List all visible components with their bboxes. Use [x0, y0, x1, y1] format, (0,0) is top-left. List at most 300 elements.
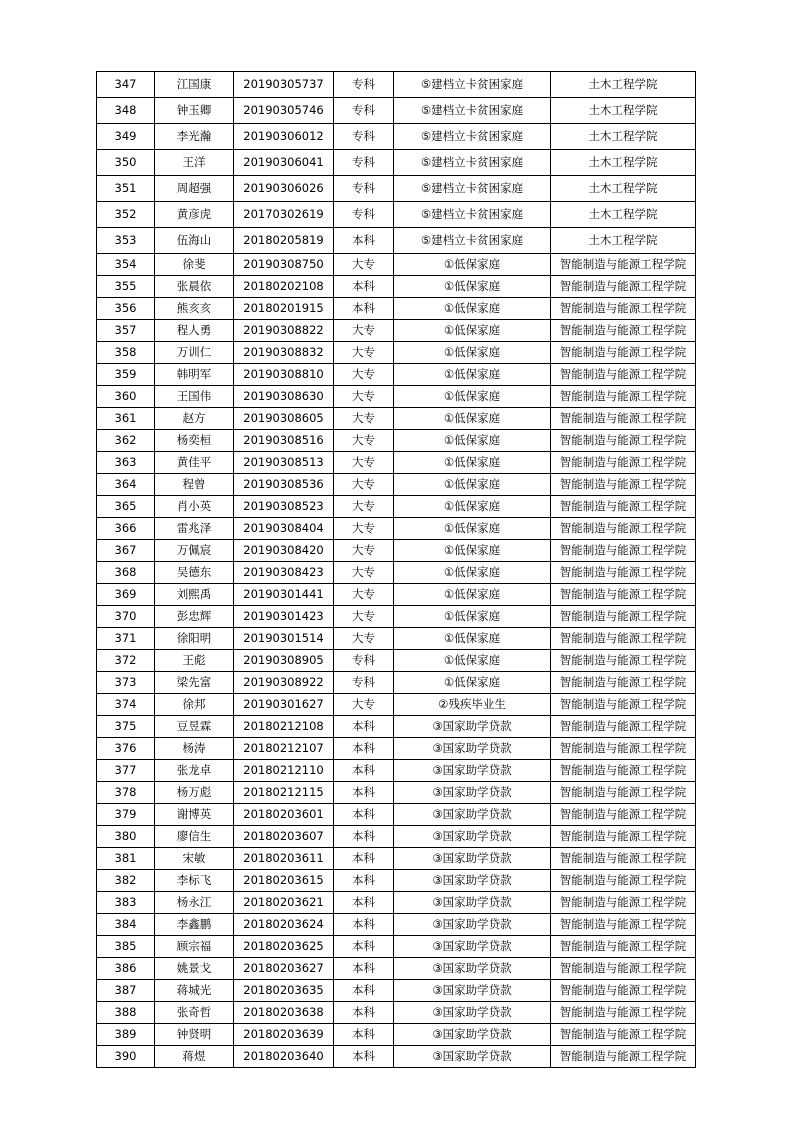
serial-number-cell: 362: [97, 430, 155, 452]
aid-category-cell: ①低保家庭: [394, 540, 551, 562]
student-name-cell: 韩明军: [155, 364, 234, 386]
student-id-cell: 20180212115: [234, 782, 334, 804]
serial-number-cell: 382: [97, 870, 155, 892]
education-level-cell: 本科: [334, 804, 394, 826]
serial-number-cell: 365: [97, 496, 155, 518]
table-row: [97, 848, 696, 870]
student-id-cell: 20180205819: [234, 228, 334, 254]
aid-category-cell: ③国家助学贷款: [394, 848, 551, 870]
student-id-cell: 20190308523: [234, 496, 334, 518]
aid-category-cell: ⑤建档立卡贫困家庭: [394, 150, 551, 176]
table-row: [97, 342, 696, 364]
serial-number-cell: 390: [97, 1046, 155, 1068]
student-id-cell: 20180203625: [234, 936, 334, 958]
education-level-cell: 大专: [334, 430, 394, 452]
student-id-cell: 20190301514: [234, 628, 334, 650]
table-row: [97, 298, 696, 320]
table-row: [97, 892, 696, 914]
serial-number-cell: 348: [97, 98, 155, 124]
college-cell: 智能制造与能源工程学院: [551, 738, 696, 760]
college-cell: 智能制造与能源工程学院: [551, 958, 696, 980]
table-row: [97, 202, 696, 228]
student-id-cell: 20190308905: [234, 650, 334, 672]
college-cell: 智能制造与能源工程学院: [551, 320, 696, 342]
college-cell: 智能制造与能源工程学院: [551, 298, 696, 320]
serial-number-cell: 356: [97, 298, 155, 320]
student-name-cell: 万佩宸: [155, 540, 234, 562]
student-id-cell: 20170302619: [234, 202, 334, 228]
education-level-cell: 大专: [334, 562, 394, 584]
serial-number-cell: 363: [97, 452, 155, 474]
college-cell: 智能制造与能源工程学院: [551, 276, 696, 298]
college-cell: 智能制造与能源工程学院: [551, 1046, 696, 1068]
student-id-cell: 20180202108: [234, 276, 334, 298]
student-name-cell: 姚景戈: [155, 958, 234, 980]
education-level-cell: 大专: [334, 342, 394, 364]
college-cell: 智能制造与能源工程学院: [551, 1024, 696, 1046]
student-name-cell: 杨奕桓: [155, 430, 234, 452]
aid-category-cell: ①低保家庭: [394, 364, 551, 386]
student-name-cell: 徐阳明: [155, 628, 234, 650]
table-body: [97, 72, 696, 1068]
education-level-cell: 本科: [334, 276, 394, 298]
aid-category-cell: ①低保家庭: [394, 474, 551, 496]
student-name-cell: 蒋城光: [155, 980, 234, 1002]
education-level-cell: 专科: [334, 176, 394, 202]
student-name-cell: 程人勇: [155, 320, 234, 342]
education-level-cell: 专科: [334, 650, 394, 672]
education-level-cell: 大专: [334, 496, 394, 518]
student-name-cell: 张龙卓: [155, 760, 234, 782]
student-name-cell: 张奇哲: [155, 1002, 234, 1024]
aid-category-cell: ②残疾毕业生: [394, 694, 551, 716]
table-row: [97, 584, 696, 606]
student-name-cell: 雷兆泽: [155, 518, 234, 540]
education-level-cell: 大专: [334, 694, 394, 716]
student-name-cell: 杨万彪: [155, 782, 234, 804]
table-row: [97, 980, 696, 1002]
student-id-cell: 20180203624: [234, 914, 334, 936]
aid-category-cell: ①低保家庭: [394, 298, 551, 320]
education-level-cell: 大专: [334, 254, 394, 276]
education-level-cell: 本科: [334, 958, 394, 980]
table-row: [97, 254, 696, 276]
education-level-cell: 本科: [334, 1046, 394, 1068]
serial-number-cell: 368: [97, 562, 155, 584]
aid-category-cell: ③国家助学贷款: [394, 760, 551, 782]
student-name-cell: 李光瀚: [155, 124, 234, 150]
student-name-cell: 杨涛: [155, 738, 234, 760]
table-row: [97, 72, 696, 98]
serial-number-cell: 386: [97, 958, 155, 980]
college-cell: 智能制造与能源工程学院: [551, 980, 696, 1002]
student-name-cell: 李标飞: [155, 870, 234, 892]
education-level-cell: 大专: [334, 408, 394, 430]
college-cell: 智能制造与能源工程学院: [551, 496, 696, 518]
student-name-cell: 吴德东: [155, 562, 234, 584]
table-row: [97, 1046, 696, 1068]
table-row: [97, 98, 696, 124]
student-id-cell: 20180203615: [234, 870, 334, 892]
college-cell: 智能制造与能源工程学院: [551, 408, 696, 430]
education-level-cell: 本科: [334, 782, 394, 804]
education-level-cell: 专科: [334, 202, 394, 228]
table-row: [97, 320, 696, 342]
college-cell: 智能制造与能源工程学院: [551, 540, 696, 562]
student-name-cell: 黄彦虎: [155, 202, 234, 228]
college-cell: 智能制造与能源工程学院: [551, 760, 696, 782]
serial-number-cell: 366: [97, 518, 155, 540]
education-level-cell: 专科: [334, 98, 394, 124]
education-level-cell: 本科: [334, 1002, 394, 1024]
serial-number-cell: 380: [97, 826, 155, 848]
student-name-cell: 伍海山: [155, 228, 234, 254]
student-id-cell: 20190301627: [234, 694, 334, 716]
student-name-cell: 江国康: [155, 72, 234, 98]
student-name-cell: 豆昱霖: [155, 716, 234, 738]
table-row: [97, 716, 696, 738]
aid-category-cell: ①低保家庭: [394, 386, 551, 408]
aid-category-cell: ⑤建档立卡贫困家庭: [394, 124, 551, 150]
student-id-cell: 20190308922: [234, 672, 334, 694]
student-aid-table: [96, 71, 696, 1068]
student-name-cell: 徐邦: [155, 694, 234, 716]
education-level-cell: 本科: [334, 870, 394, 892]
college-cell: 智能制造与能源工程学院: [551, 914, 696, 936]
aid-category-cell: ③国家助学贷款: [394, 1024, 551, 1046]
student-id-cell: 20190306012: [234, 124, 334, 150]
college-cell: 智能制造与能源工程学院: [551, 562, 696, 584]
serial-number-cell: 371: [97, 628, 155, 650]
aid-category-cell: ③国家助学贷款: [394, 914, 551, 936]
serial-number-cell: 347: [97, 72, 155, 98]
table-row: [97, 408, 696, 430]
education-level-cell: 本科: [334, 892, 394, 914]
college-cell: 土木工程学院: [551, 124, 696, 150]
education-level-cell: 本科: [334, 914, 394, 936]
college-cell: 智能制造与能源工程学院: [551, 650, 696, 672]
serial-number-cell: 349: [97, 124, 155, 150]
table-row: [97, 760, 696, 782]
aid-category-cell: ③国家助学贷款: [394, 1002, 551, 1024]
aid-category-cell: ⑤建档立卡贫困家庭: [394, 98, 551, 124]
education-level-cell: 本科: [334, 298, 394, 320]
college-cell: 智能制造与能源工程学院: [551, 782, 696, 804]
serial-number-cell: 377: [97, 760, 155, 782]
serial-number-cell: 374: [97, 694, 155, 716]
student-name-cell: 谢博英: [155, 804, 234, 826]
table-row: [97, 936, 696, 958]
table-row: [97, 628, 696, 650]
student-name-cell: 宋敏: [155, 848, 234, 870]
education-level-cell: 本科: [334, 848, 394, 870]
aid-category-cell: ①低保家庭: [394, 650, 551, 672]
student-name-cell: 蒋煜: [155, 1046, 234, 1068]
college-cell: 土木工程学院: [551, 150, 696, 176]
table-row: [97, 452, 696, 474]
college-cell: 土木工程学院: [551, 72, 696, 98]
serial-number-cell: 352: [97, 202, 155, 228]
serial-number-cell: 355: [97, 276, 155, 298]
aid-category-cell: ①低保家庭: [394, 342, 551, 364]
student-id-cell: 20190308822: [234, 320, 334, 342]
college-cell: 智能制造与能源工程学院: [551, 474, 696, 496]
student-name-cell: 王洋: [155, 150, 234, 176]
education-level-cell: 本科: [334, 760, 394, 782]
student-id-cell: 20190306041: [234, 150, 334, 176]
table-row: [97, 672, 696, 694]
student-id-cell: 20190301423: [234, 606, 334, 628]
student-id-cell: 20180203601: [234, 804, 334, 826]
college-cell: 智能制造与能源工程学院: [551, 892, 696, 914]
student-name-cell: 万训仁: [155, 342, 234, 364]
education-level-cell: 大专: [334, 606, 394, 628]
student-name-cell: 梁先富: [155, 672, 234, 694]
student-name-cell: 赵方: [155, 408, 234, 430]
education-level-cell: 大专: [334, 364, 394, 386]
serial-number-cell: 389: [97, 1024, 155, 1046]
education-level-cell: 大专: [334, 320, 394, 342]
serial-number-cell: 357: [97, 320, 155, 342]
college-cell: 智能制造与能源工程学院: [551, 716, 696, 738]
table-row: [97, 124, 696, 150]
student-id-cell: 20190308810: [234, 364, 334, 386]
student-name-cell: 刘熙禹: [155, 584, 234, 606]
student-name-cell: 彭忠辉: [155, 606, 234, 628]
education-level-cell: 专科: [334, 124, 394, 150]
student-id-cell: 20180212108: [234, 716, 334, 738]
table-row: [97, 562, 696, 584]
college-cell: 智能制造与能源工程学院: [551, 936, 696, 958]
student-name-cell: 周超强: [155, 176, 234, 202]
table-row: [97, 150, 696, 176]
serial-number-cell: 384: [97, 914, 155, 936]
serial-number-cell: 379: [97, 804, 155, 826]
student-id-cell: 20190301441: [234, 584, 334, 606]
student-name-cell: 廖信生: [155, 826, 234, 848]
table-row: [97, 540, 696, 562]
student-name-cell: 王国伟: [155, 386, 234, 408]
education-level-cell: 大专: [334, 518, 394, 540]
aid-category-cell: ①低保家庭: [394, 320, 551, 342]
table-row: [97, 496, 696, 518]
student-name-cell: 熊亥亥: [155, 298, 234, 320]
education-level-cell: 大专: [334, 452, 394, 474]
table-row: [97, 782, 696, 804]
student-name-cell: 杨永江: [155, 892, 234, 914]
student-id-cell: 20190308423: [234, 562, 334, 584]
table-row: [97, 364, 696, 386]
table-row: [97, 738, 696, 760]
aid-category-cell: ①低保家庭: [394, 606, 551, 628]
aid-category-cell: ③国家助学贷款: [394, 782, 551, 804]
aid-category-cell: ③国家助学贷款: [394, 738, 551, 760]
aid-category-cell: ①低保家庭: [394, 672, 551, 694]
student-name-cell: 黄佳平: [155, 452, 234, 474]
serial-number-cell: 387: [97, 980, 155, 1002]
college-cell: 智能制造与能源工程学院: [551, 1002, 696, 1024]
serial-number-cell: 381: [97, 848, 155, 870]
college-cell: 土木工程学院: [551, 228, 696, 254]
aid-category-cell: ③国家助学贷款: [394, 892, 551, 914]
education-level-cell: 大专: [334, 628, 394, 650]
table-row: [97, 694, 696, 716]
student-name-cell: 程曾: [155, 474, 234, 496]
college-cell: 智能制造与能源工程学院: [551, 364, 696, 386]
serial-number-cell: 351: [97, 176, 155, 202]
student-id-cell: 20180203635: [234, 980, 334, 1002]
serial-number-cell: 370: [97, 606, 155, 628]
aid-category-cell: ①低保家庭: [394, 452, 551, 474]
student-id-cell: 20180203638: [234, 1002, 334, 1024]
college-cell: 智能制造与能源工程学院: [551, 584, 696, 606]
table-row: [97, 650, 696, 672]
aid-category-cell: ①低保家庭: [394, 430, 551, 452]
serial-number-cell: 378: [97, 782, 155, 804]
table-row: [97, 386, 696, 408]
serial-number-cell: 369: [97, 584, 155, 606]
student-name-cell: 李鑫鹏: [155, 914, 234, 936]
table-row: [97, 804, 696, 826]
college-cell: 智能制造与能源工程学院: [551, 628, 696, 650]
college-cell: 智能制造与能源工程学院: [551, 826, 696, 848]
education-level-cell: 本科: [334, 980, 394, 1002]
education-level-cell: 本科: [334, 936, 394, 958]
table-row: [97, 228, 696, 254]
student-id-cell: 20190308750: [234, 254, 334, 276]
student-id-cell: 20180201915: [234, 298, 334, 320]
table-row: [97, 430, 696, 452]
college-cell: 智能制造与能源工程学院: [551, 342, 696, 364]
table-row: [97, 826, 696, 848]
table-row: [97, 276, 696, 298]
serial-number-cell: 388: [97, 1002, 155, 1024]
aid-category-cell: ①低保家庭: [394, 276, 551, 298]
college-cell: 智能制造与能源工程学院: [551, 518, 696, 540]
college-cell: 智能制造与能源工程学院: [551, 386, 696, 408]
aid-category-cell: ③国家助学贷款: [394, 936, 551, 958]
education-level-cell: 大专: [334, 540, 394, 562]
student-id-cell: 20190308605: [234, 408, 334, 430]
student-id-cell: 20190308420: [234, 540, 334, 562]
aid-category-cell: ⑤建档立卡贫困家庭: [394, 202, 551, 228]
education-level-cell: 大专: [334, 584, 394, 606]
student-id-cell: 20180203639: [234, 1024, 334, 1046]
college-cell: 智能制造与能源工程学院: [551, 672, 696, 694]
student-id-cell: 20190308513: [234, 452, 334, 474]
serial-number-cell: 373: [97, 672, 155, 694]
student-id-cell: 20180212107: [234, 738, 334, 760]
education-level-cell: 专科: [334, 72, 394, 98]
serial-number-cell: 364: [97, 474, 155, 496]
aid-category-cell: ③国家助学贷款: [394, 716, 551, 738]
table-row: [97, 870, 696, 892]
table-row: [97, 958, 696, 980]
college-cell: 智能制造与能源工程学院: [551, 430, 696, 452]
aid-category-cell: ⑤建档立卡贫困家庭: [394, 72, 551, 98]
student-name-cell: 肖小英: [155, 496, 234, 518]
table-row: [97, 176, 696, 202]
serial-number-cell: 367: [97, 540, 155, 562]
table-row: [97, 606, 696, 628]
aid-category-cell: ⑤建档立卡贫困家庭: [394, 228, 551, 254]
aid-category-cell: ①低保家庭: [394, 628, 551, 650]
serial-number-cell: 354: [97, 254, 155, 276]
serial-number-cell: 385: [97, 936, 155, 958]
student-name-cell: 钟玉卿: [155, 98, 234, 124]
college-cell: 土木工程学院: [551, 202, 696, 228]
table-row: [97, 1024, 696, 1046]
college-cell: 智能制造与能源工程学院: [551, 452, 696, 474]
college-cell: 土木工程学院: [551, 98, 696, 124]
serial-number-cell: 359: [97, 364, 155, 386]
table-row: [97, 518, 696, 540]
student-id-cell: 20190306026: [234, 176, 334, 202]
college-cell: 智能制造与能源工程学院: [551, 254, 696, 276]
serial-number-cell: 372: [97, 650, 155, 672]
serial-number-cell: 376: [97, 738, 155, 760]
student-id-cell: 20180212110: [234, 760, 334, 782]
serial-number-cell: 375: [97, 716, 155, 738]
serial-number-cell: 350: [97, 150, 155, 176]
student-id-cell: 20180203611: [234, 848, 334, 870]
student-id-cell: 20180203640: [234, 1046, 334, 1068]
student-name-cell: 徐斐: [155, 254, 234, 276]
aid-category-cell: ③国家助学贷款: [394, 980, 551, 1002]
serial-number-cell: 358: [97, 342, 155, 364]
student-name-cell: 顾宗福: [155, 936, 234, 958]
student-id-cell: 20190308516: [234, 430, 334, 452]
college-cell: 土木工程学院: [551, 176, 696, 202]
aid-category-cell: ③国家助学贷款: [394, 958, 551, 980]
table-row: [97, 914, 696, 936]
student-id-cell: 20180203607: [234, 826, 334, 848]
aid-category-cell: ③国家助学贷款: [394, 1046, 551, 1068]
table-row: [97, 1002, 696, 1024]
table-row: [97, 474, 696, 496]
aid-category-cell: ①低保家庭: [394, 408, 551, 430]
student-id-cell: 20190308404: [234, 518, 334, 540]
education-level-cell: 本科: [334, 738, 394, 760]
aid-category-cell: ⑤建档立卡贫困家庭: [394, 176, 551, 202]
student-id-cell: 20190308536: [234, 474, 334, 496]
student-id-cell: 20180203621: [234, 892, 334, 914]
education-level-cell: 本科: [334, 228, 394, 254]
serial-number-cell: 361: [97, 408, 155, 430]
education-level-cell: 本科: [334, 716, 394, 738]
serial-number-cell: 383: [97, 892, 155, 914]
aid-category-cell: ①低保家庭: [394, 254, 551, 276]
student-id-cell: 20190308630: [234, 386, 334, 408]
aid-category-cell: ①低保家庭: [394, 584, 551, 606]
aid-category-cell: ①低保家庭: [394, 518, 551, 540]
student-name-cell: 钟贤明: [155, 1024, 234, 1046]
college-cell: 智能制造与能源工程学院: [551, 804, 696, 826]
education-level-cell: 专科: [334, 150, 394, 176]
student-id-cell: 20190308832: [234, 342, 334, 364]
serial-number-cell: 360: [97, 386, 155, 408]
student-name-cell: 王彪: [155, 650, 234, 672]
aid-category-cell: ③国家助学贷款: [394, 870, 551, 892]
aid-category-cell: ③国家助学贷款: [394, 804, 551, 826]
student-id-cell: 20190305746: [234, 98, 334, 124]
aid-category-cell: ③国家助学贷款: [394, 826, 551, 848]
college-cell: 智能制造与能源工程学院: [551, 694, 696, 716]
education-level-cell: 本科: [334, 1024, 394, 1046]
education-level-cell: 专科: [334, 672, 394, 694]
education-level-cell: 大专: [334, 474, 394, 496]
education-level-cell: 本科: [334, 826, 394, 848]
